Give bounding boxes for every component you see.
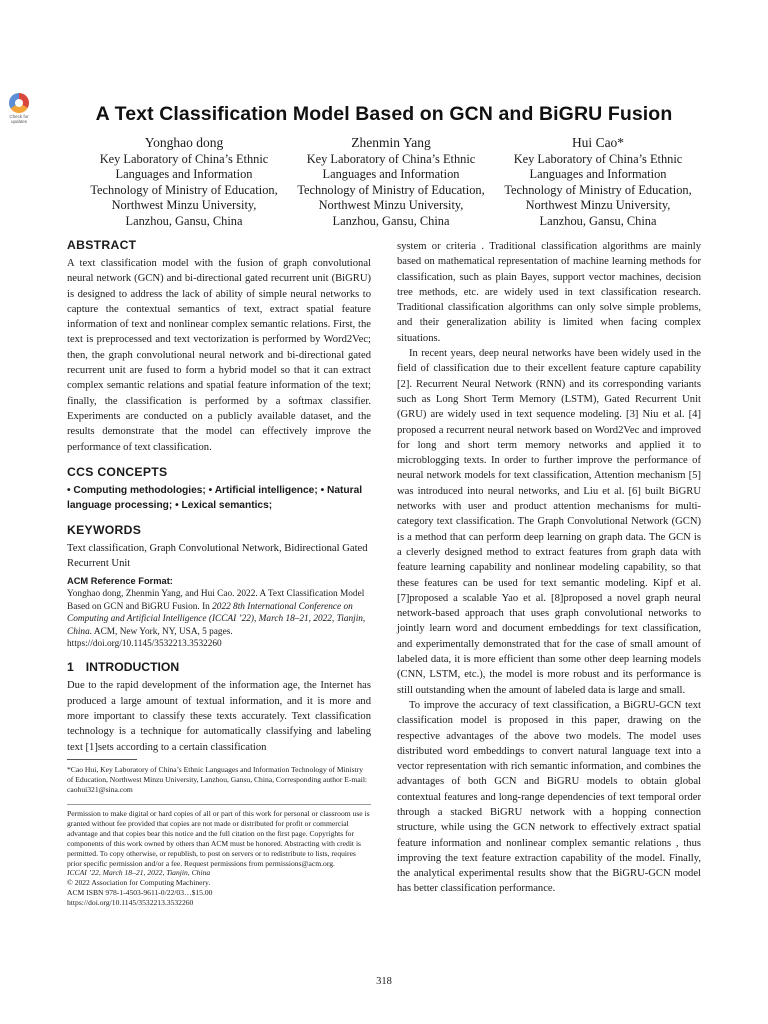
author-block xyxy=(84,135,698,230)
section-title: INTRODUCTION xyxy=(85,660,180,675)
ccs-concepts-list xyxy=(67,483,371,513)
author-name: Hui Cao* xyxy=(571,135,625,150)
permission-block xyxy=(67,804,371,908)
corresponding-author-footnote: *Cao Hui, Key Laboratory of China’s Ethnic Languages and Information Technology of Ministry of Education, Northwest Minzu University, Lanzhou, Gansu, China, Corresponding author E-mail: caohui321@sina.com xyxy=(67,764,368,794)
ccs-item[interactable]: • Artificial intelligence; xyxy=(208,484,318,496)
author-1 xyxy=(84,135,284,230)
page-number: 318 xyxy=(376,976,392,987)
author-affiliation-line: Northwest Minzu University, xyxy=(525,198,671,213)
conference-line: ICCAI ’22, March 18–21, 2022, Tianjin, China xyxy=(67,868,211,878)
paper-title: A Text Classification Model Based on GCN and BiGRU Fusion xyxy=(95,103,673,125)
author-2 xyxy=(291,135,491,230)
author-affiliation-line: Technology of Ministry of Education, xyxy=(90,182,278,197)
section-number: 1 xyxy=(67,660,74,675)
author-affiliation-line: Languages and Information xyxy=(322,167,460,182)
right-column xyxy=(397,239,701,897)
abstract-body: A text classification model with the fusion of graph convolutional neural network (GCN) and bi-directional gated recurrent unit (BiGRU) is designed to address the lack of ability of simple neural networks to capture the contextual semantics of text, extract spatial feature information of text and nonlinear complex semantic relations. First, the text is preprocessed and text vectorization is performed by Word2Vec; then, the graph convolutional neural network and bi-directional gated recurrent unit are fused to form a hybrid model so that it can extract complex semantic relations and spatial feature information of the text; finally, the classification is performed by a softmax classifier. Experiments are conducted on a publicly available dataset, and the results demonstrate that the model can effectively improve the performance of text classification. xyxy=(67,258,371,453)
footnote-divider xyxy=(67,759,137,760)
author-name: Yonghao dong xyxy=(144,135,224,150)
author-affiliation-line: Lanzhou, Gansu, China xyxy=(539,213,657,228)
ccs-item[interactable]: • Lexical semantics; xyxy=(175,499,273,511)
badge-label: Check for updates xyxy=(9,114,29,124)
copyright-line: © 2022 Association for Computing Machinery. xyxy=(67,878,211,888)
author-affiliation-line: Northwest Minzu University, xyxy=(111,198,257,213)
acm-reference-doi[interactable]: ACM, New York, NY, USA, 5 pages. https://doi.org/10.1145/3532213.3532260 xyxy=(67,626,233,650)
ccs-heading: CCS CONCEPTS xyxy=(67,464,168,479)
keywords-body: Text classification, Graph Convolutional Network, Bidirectional Gated Recurrent Unit xyxy=(67,542,368,570)
keywords-heading: KEYWORDS xyxy=(67,522,142,537)
acm-reference-heading: ACM Reference Format: xyxy=(67,576,173,587)
author-affiliation-line: Key Laboratory of China’s Ethnic xyxy=(99,151,269,166)
author-affiliation-line: Lanzhou, Gansu, China xyxy=(125,213,243,228)
intro-paragraph-3: To improve the accuracy of text classification, a BiGRU-GCN text classification model is proposed in this paper, drawing on the respective advantages of the above two models. The model uses distributed word embeddings to convert natural language text into a vector representation with rich semantic information, and combines the advantages of both GCN and BiGRU models to obtain global contextual features and long-range dependencies of text temporal order through a stacked BiGRU network with a hopping connection structure, while using the GCN network to effectively extract spatial feature information and nonlinear complex semantic relations , thus improving the text feature extraction capability of the model. Finally, the analytical experimental results show that the BiGRU-GCN model has better classification performance. xyxy=(397,699,701,895)
author-affiliation-line: Lanzhou, Gansu, China xyxy=(332,213,450,228)
intro-paragraph-1-continued: system or criteria . Traditional classification algorithms are mainly based on mathematical representation of machine learning methods for classification, such as plain Bayes, support vector machines, decision tree methods, etc. are widely used in text classification research. Traditional classification algorithms can only solve simple problems, and their generalization ability is limited when facing complex situations. xyxy=(397,241,701,344)
left-column xyxy=(67,238,371,908)
ccs-item[interactable]: • Natural language processing; xyxy=(67,484,363,511)
intro-paragraph-1: Due to the rapid development of the information age, the Internet has produced a large amount of textual information, and it is more and more important to classify these texts accurately. Text classification technology is a technique for automatically classifying and labeling text [1]sets according to a certain classification xyxy=(67,680,371,753)
doi-link[interactable]: https://doi.org/10.1145/3532213.3532260 xyxy=(67,898,194,908)
author-3 xyxy=(498,135,698,230)
author-affiliation-line: Technology of Ministry of Education, xyxy=(504,182,692,197)
author-affiliation-line: Languages and Information xyxy=(529,167,667,182)
intro-paragraph-2: In recent years, deep neural networks have been widely used in the field of classification due to their excellent feature capture capability [2]. Recurrent Neural Network (RNN) and its corresponding variants such as Long Short Term Memory (LSTM), Gated Recurrent Unit (GRU) are widely used in text sequence modeling. [3] Niu et al. [4] proposed a recurrent neural network based on Word2Vec and improved for long and short term memory networks and applied it to microblogging texts. In order to further improve the performance of neural network models for text classification, Attention mechanism [5] was introduced into neural networks, and Liu et al. [6] built BiGRU networks with user and product attention mechanisms for multi-category text classification. The Graph Convolutional Network (GCN) is a method that can perform deep learning on graph data. The GCN is a cleverly designed method to extract features from graph data with feature learning capability and nonlinear modeling capability, so that these features can be used for text semantic modeling. Kipf et al. [7]proposed a scalable Yao et al. [8]proposed a novel graph neural network-based approach that uses graph convolutional networks to jointly learn word and document embeddings for text classification, and experimentally demonstrated that for the case of small amount of labeled data, it is more efficient than some other deep learning models (CNN, LSTM, etc.), the model is more robust and its performance is still outstanding when the amount of labeled data is large and small. xyxy=(397,348,701,696)
author-affiliation-line: Technology of Ministry of Education, xyxy=(297,182,485,197)
acm-reference-body: Yonghao dong, Zhenmin Yang, and Hui Cao. 2022. A Text Classification Model Based on GCN and BiGRU Fusion. In 2022 8th International Conference on Computing and Artificial Intelligence (ICCAI ’22), March 18–21, 2022, Tianjin, China. ACM, New York, NY, USA, 5 pages. https://doi.org/10.1145/3532213.3532260 xyxy=(67,589,366,650)
introduction-heading xyxy=(67,660,371,675)
permission-text: Permission to make digital or hard copies of all or part of this work for personal or classroom use is granted without fee provided that copies are not made or distributed for profit or commercial advantage and that copies bear this notice and the full citation on the first page. Copyrights for components of this work owned by others than ACM must be honored. Abstracting with credit is permitted. To copy otherwise, or republish, to post on servers or to redistribute to lists, requires prior specific permission and/or a fee. Request permissions from permissions@acm.org. xyxy=(67,808,370,868)
author-affiliation-line: Languages and Information xyxy=(115,167,253,182)
author-affiliation-line: Key Laboratory of China’s Ethnic xyxy=(513,151,683,166)
abstract-heading: ABSTRACT xyxy=(67,238,137,252)
author-name: Zhenmin Yang xyxy=(351,135,431,150)
ccs-item[interactable]: • Computing methodologies; xyxy=(67,484,206,496)
isbn-line: ACM ISBN 978-1-4503-9611-0/22/03…$15.00 xyxy=(67,888,213,898)
author-affiliation-line: Northwest Minzu University, xyxy=(318,198,464,213)
author-affiliation-line: Key Laboratory of China’s Ethnic xyxy=(306,151,476,166)
acm-reference-venue: 2022 8th International Conference on Computing and Artificial Intelligence (ICCAI ’22), March 18–21, 2022, Tianjin, China. xyxy=(67,601,366,637)
